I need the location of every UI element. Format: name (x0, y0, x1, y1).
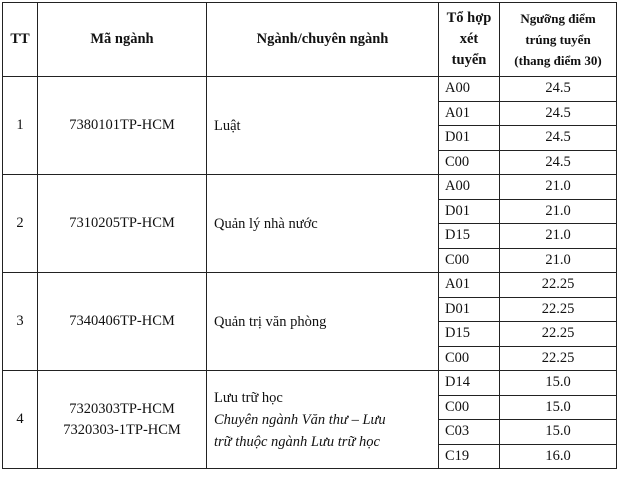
threshold-score: 21.0 (500, 175, 617, 200)
major-code: 7340406TP-HCM (38, 273, 207, 371)
row-number: 1 (3, 77, 38, 175)
threshold-score: 22.25 (500, 346, 617, 371)
threshold-score: 24.5 (500, 77, 617, 102)
threshold-score: 21.0 (500, 248, 617, 273)
threshold-score: 21.0 (500, 199, 617, 224)
threshold-score: 22.25 (500, 297, 617, 322)
subject-combo: D01 (439, 297, 500, 322)
specialization-note: Chuyên ngành Văn thư – Lưu (214, 411, 386, 428)
row-number: 2 (3, 175, 38, 273)
header-tt: TT (3, 3, 38, 77)
threshold-score: 24.5 (500, 126, 617, 151)
threshold-score: 15.0 (500, 371, 617, 396)
subject-combo: C00 (439, 150, 500, 175)
threshold-score: 24.5 (500, 150, 617, 175)
threshold-score: 22.25 (500, 322, 617, 347)
subject-combo: C00 (439, 248, 500, 273)
threshold-score: 21.0 (500, 224, 617, 249)
subject-combo: C19 (439, 444, 500, 469)
threshold-score: 15.0 (500, 395, 617, 420)
admission-score-table (2, 2, 617, 469)
table-row (3, 371, 617, 396)
table-row (3, 175, 617, 200)
row-number: 4 (3, 371, 38, 469)
table-row (3, 273, 617, 298)
threshold-score: 24.5 (500, 101, 617, 126)
header-ma-nganh: Mã ngành (38, 3, 207, 77)
threshold-score: 15.0 (500, 420, 617, 445)
subject-combo: D15 (439, 224, 500, 249)
header-row (3, 3, 617, 77)
subject-combo: D01 (439, 126, 500, 151)
header-to-hop: Tổ hợp xét tuyển (439, 3, 500, 77)
subject-combo: C00 (439, 346, 500, 371)
table-row (3, 77, 617, 102)
subject-combo: C03 (439, 420, 500, 445)
major-name: Lưu trữ học Chuyên ngành Văn thư – Lưu trữ thuộc ngành Lưu trữ học (207, 371, 439, 469)
subject-combo: A01 (439, 273, 500, 298)
major-name: Quản lý nhà nước (207, 175, 439, 273)
subject-combo: D15 (439, 322, 500, 347)
subject-combo: D01 (439, 199, 500, 224)
major-code: 7380101TP-HCM (38, 77, 207, 175)
subject-combo: A01 (439, 101, 500, 126)
threshold-score: 22.25 (500, 273, 617, 298)
subject-combo: A00 (439, 77, 500, 102)
major-code: 7320303TP-HCM 7320303-1TP-HCM (38, 371, 207, 469)
threshold-score: 16.0 (500, 444, 617, 469)
subject-combo: A00 (439, 175, 500, 200)
row-number: 3 (3, 273, 38, 371)
subject-combo: C00 (439, 395, 500, 420)
header-nganh: Ngành/chuyên ngành (207, 3, 439, 77)
specialization-note: trữ thuộc ngành Lưu trữ học (214, 433, 380, 450)
subject-combo: D14 (439, 371, 500, 396)
major-code: 7310205TP-HCM (38, 175, 207, 273)
major-name: Quản trị văn phòng (207, 273, 439, 371)
header-nguong-diem: Ngưỡng điểm trúng tuyển (thang điểm 30) (500, 3, 617, 77)
major-name: Luật (207, 77, 439, 175)
